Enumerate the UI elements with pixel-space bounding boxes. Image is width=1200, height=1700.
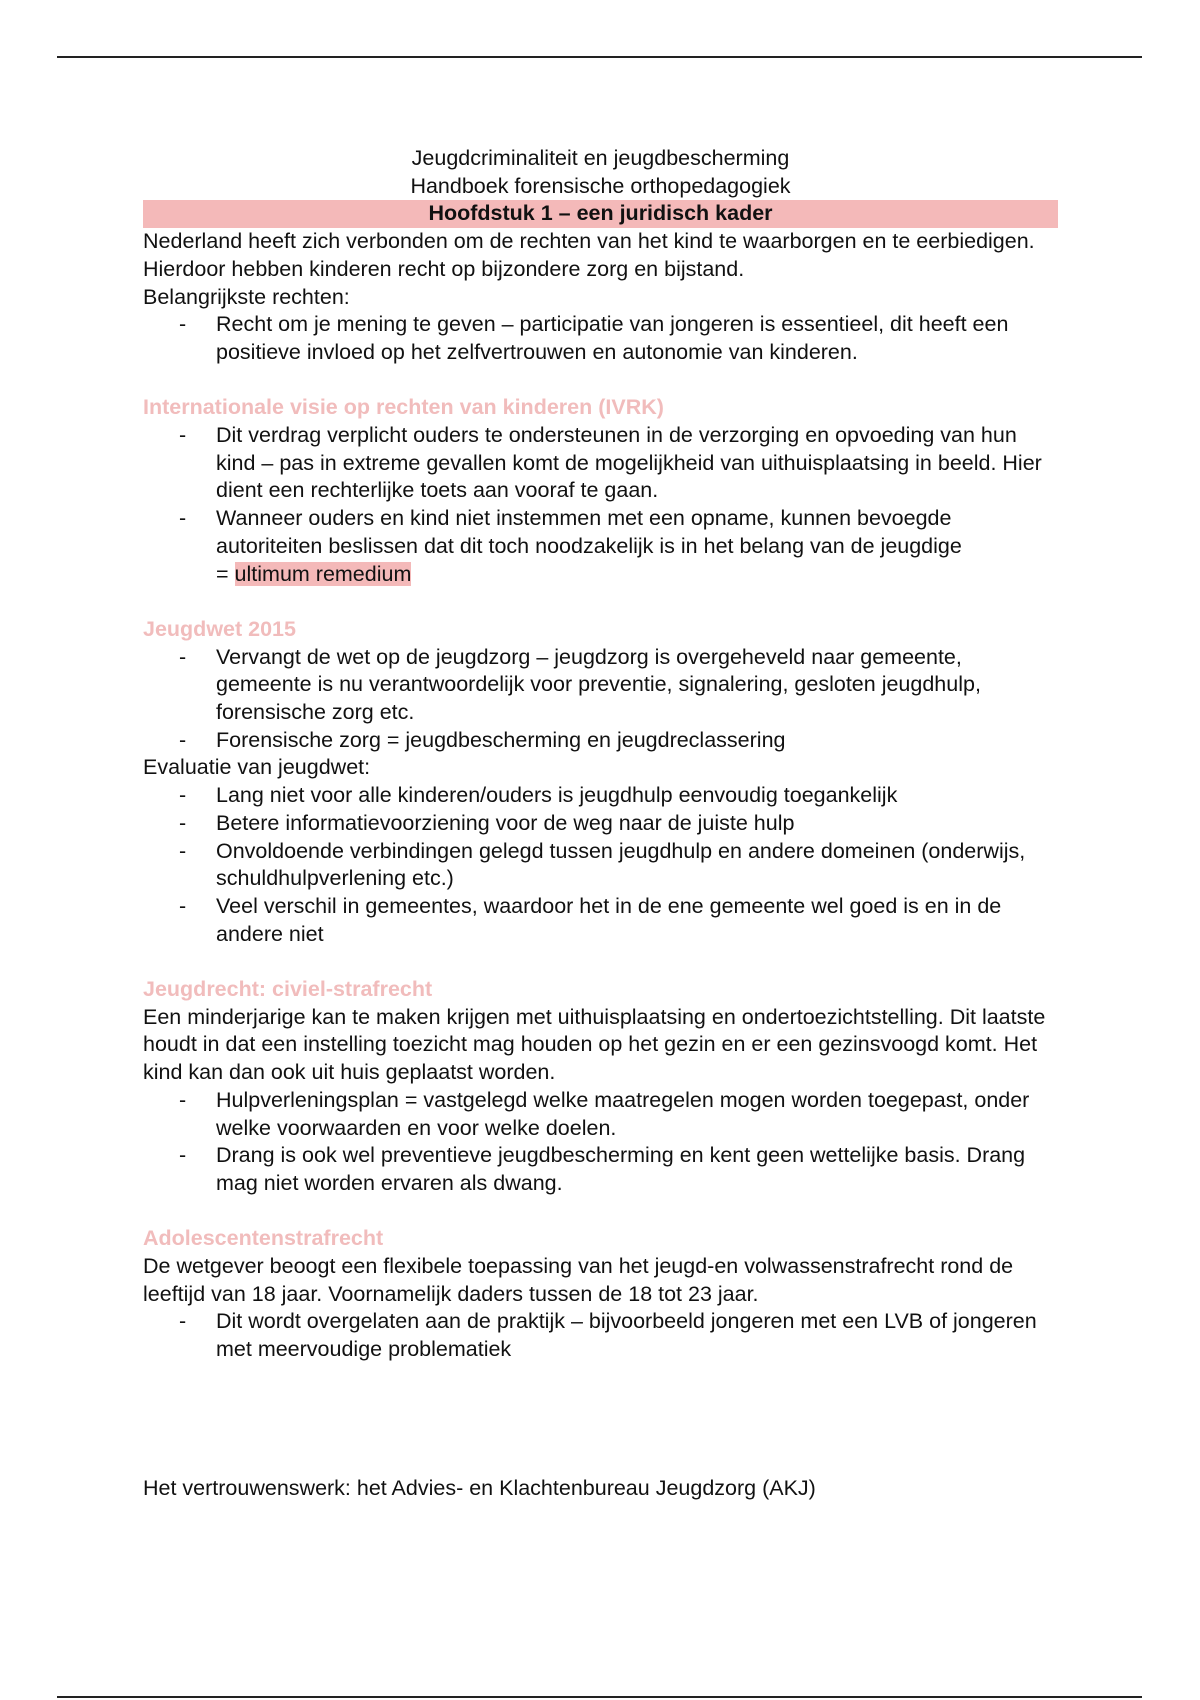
list-item: - Drang is ook wel preventieve jeugdbescherming en kent geen wettelijke basis. Drang mag niet worden ervaren als dwang. — [179, 1143, 1026, 1195]
section-heading-ivrk: Internationale visie op rechten van kinderen (IVRK) — [143, 395, 664, 420]
highlighted-term: ultimum remedium — [234, 561, 412, 586]
jeugdrecht-paragraph: Een minderjarige kan te maken krijgen met uithuisplaatsing en ondertoezichtstelling. Dit laatste houdt in dat een instelling toezicht mag houden op het gezin en er een gezinsvoogd komt. Het kind kan dan ook uit huis geplaatst worden. — [143, 1004, 1046, 1085]
section-heading-jeugdrecht: Jeugdrecht: civiel-strafrecht — [143, 977, 433, 1002]
dash-bullet: - — [179, 893, 187, 918]
rights-label: Belangrijkste rechten: — [143, 284, 350, 309]
closing-line: Het vertrouwenswerk: het Advies- en Klachtenbureau Jeugdzorg (AKJ) — [143, 1475, 816, 1500]
dash-bullet: - — [179, 838, 187, 863]
dash-bullet: - — [179, 312, 187, 337]
dash-bullet: - — [179, 1309, 187, 1334]
list-item: - Onvoldoende verbindingen gelegd tussen jeugdhulp en andere domeinen (onderwijs, schuldhulpverlening etc.) — [179, 838, 1026, 891]
list-item: - Veel verschil in gemeentes, waardoor het in de ene gemeente wel goed is en in de andere niet — [179, 893, 1002, 946]
dash-bullet: - — [179, 644, 187, 669]
bottom-rule — [57, 1696, 1142, 1698]
dash-bullet: - — [179, 1143, 187, 1168]
spacer — [143, 1364, 1058, 1475]
section-heading-jeugdwet: Jeugdwet 2015 — [143, 616, 296, 641]
document-body — [143, 145, 1058, 1503]
jeugdrecht-list — [143, 1087, 1058, 1198]
rights-list — [143, 311, 1058, 366]
list-item: - Forensische zorg = jeugdbescherming en jeugdreclassering — [143, 727, 1058, 755]
jeugdwet-list — [143, 644, 1058, 755]
list-item: - Hulpverleningsplan = vastgelegd welke maatregelen mogen worden toegepast, onder welke voorwaarden en voor welke doelen. — [179, 1087, 1030, 1140]
top-rule — [57, 56, 1142, 58]
dash-bullet: - — [179, 423, 187, 448]
intro-paragraph: Nederland heeft zich verbonden om de rechten van het kind te waarborgen en te eerbiedigen. Hierdoor hebben kinderen recht op bijzondere zorg en bijstand. — [143, 229, 1035, 281]
ivrk-list — [143, 422, 1058, 588]
adolescenten-list — [143, 1308, 1058, 1363]
document-title: Jeugdcriminaliteit en jeugdbescherming — [411, 146, 790, 170]
adolescenten-paragraph: De wetgever beoogt een flexibele toepassing van het jeugd-en volwassenstrafrecht rond de leeftijd van 18 jaar. Voornamelijk daders tussen de 18 tot 23 jaar. — [143, 1254, 1014, 1306]
list-item: - Betere informatievoorziening voor de weg naar de juiste hulp — [143, 810, 1058, 838]
list-item: - Dit verdrag verplicht ouders te ondersteunen in de verzorging en opvoeding van hun kind – pas in extreme gevallen komt de mogelijkheid van uithuisplaatsing in beeld. Hier dient een rechterlijke toets aan vooraf te gaan. — [179, 423, 1042, 503]
dash-bullet: - — [179, 506, 187, 531]
list-item: - Recht om je mening te geven – participatie van jongeren is essentieel, dit heeft een positieve invloed op het zelfvertrouwen en autonomie van kinderen. — [179, 312, 1009, 364]
dash-bullet: - — [179, 810, 187, 835]
list-item: - Wanneer ouders en kind niet instemmen met een opname, kunnen bevoegde autoriteiten beslissen dat dit toch noodzakelijk is in het belang van de jeugdige = ultimum remedium — [179, 506, 962, 586]
evaluation-label: Evaluatie van jeugdwet: — [143, 755, 371, 780]
dash-bullet: - — [179, 1087, 187, 1112]
evaluation-list — [143, 782, 1058, 948]
dash-bullet: - — [179, 783, 187, 808]
list-item: - Dit wordt overgelaten aan de praktijk – bijvoorbeeld jongeren met een LVB of jongeren met meervoudige problematiek — [179, 1309, 1037, 1362]
list-item: - Lang niet voor alle kinderen/ouders is jeugdhulp eenvoudig toegankelijk — [143, 782, 1058, 810]
section-heading-adolescenten: Adolescentenstrafrecht — [143, 1226, 384, 1251]
document-subtitle: Handboek forensische orthopedagogiek — [410, 173, 791, 198]
chapter-heading: Hoofdstuk 1 – een juridisch kader — [143, 200, 1058, 228]
list-item: - Vervangt de wet op de jeugdzorg – jeugdzorg is overgeheveld naar gemeente, gemeente is nu verantwoordelijk voor preventie, signalering, gesloten jeugdhulp, forensische zorg etc. — [179, 644, 981, 725]
dash-bullet: - — [179, 727, 187, 752]
